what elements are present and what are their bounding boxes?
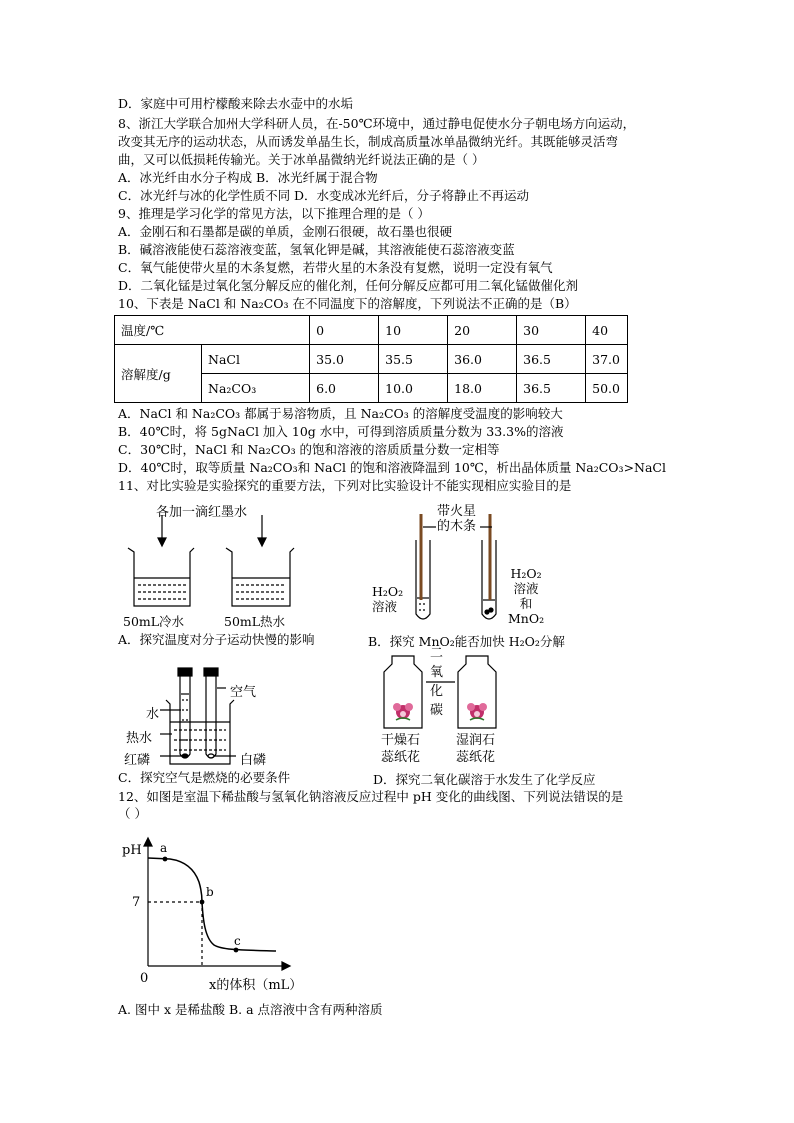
ph-seven-tick: 7 bbox=[132, 895, 141, 910]
q11-option-b: B．探究 MnO₂能否加快 H₂O₂分解 bbox=[368, 634, 565, 649]
q11-option-c: C．探究空气是燃烧的必要条件 bbox=[118, 770, 291, 785]
q9-option-a: A．金刚石和石墨都是碳的单质，金刚石很硬，故石墨也很硬 bbox=[118, 224, 453, 239]
figure-c-water-label: 水 bbox=[146, 707, 160, 722]
q12-stem: 12、如图是室温下稀盐酸与氢氧化钠溶液反应过程中 pH 变化的曲线图、下列说法错误的是 bbox=[118, 789, 624, 804]
q9-stem: 9、推理是学习化学的常见方法，以下推理合理的是（ ） bbox=[118, 206, 430, 221]
figure-d-dry-label: 干燥石 蕊纸花 bbox=[381, 733, 421, 765]
table-cell: 10 bbox=[379, 316, 448, 345]
figure-b-right-label: H₂O₂ 溶液 和 MnO₂ bbox=[508, 566, 545, 626]
q9-option-b: B．碱溶液能使石蕊溶液变蓝，氢氧化钾是碱，其溶液能使石蕊溶液变蓝 bbox=[118, 242, 515, 257]
table-cell: 37.0 bbox=[586, 345, 628, 374]
table-cell: NaCl bbox=[202, 345, 310, 374]
table-cell: 20 bbox=[448, 316, 517, 345]
q12-blank: （ ） bbox=[118, 806, 147, 821]
table-cell: 18.0 bbox=[448, 374, 517, 403]
table-cell: 0 bbox=[310, 316, 379, 345]
figure-b-left-label: H₂O₂ 溶液 bbox=[372, 584, 404, 614]
figure-b-splint-label: 带火星 的木条 bbox=[437, 504, 477, 534]
point-c-label: c bbox=[234, 934, 241, 948]
table-cell: 35.5 bbox=[379, 345, 448, 374]
table-cell: 36.0 bbox=[448, 345, 517, 374]
figure-d-co2-label: 二 氧 化 碳 bbox=[430, 646, 444, 718]
point-a-label: a bbox=[160, 841, 168, 855]
ph-axis-label: pH bbox=[122, 843, 142, 858]
table-cell: 温度/℃ bbox=[115, 316, 310, 345]
figure-c-white-phosphorus-label: 白磷 bbox=[240, 753, 267, 768]
q8-stem-line1: 8、浙江大学联合加州大学科研人员，在-50℃环境中，通过静电促使水分子朝电场方向运动， bbox=[118, 116, 636, 131]
origin-label: 0 bbox=[140, 971, 149, 986]
q9-option-c: C．氧气能使带火星的木条复燃，若带火星的木条没有复燃，说明一定没有氧气 bbox=[118, 260, 553, 275]
table-cell: 40 bbox=[586, 316, 628, 345]
table-cell: Na₂CO₃ bbox=[202, 374, 310, 403]
q11-stem: 11、对比实验是实验探究的重要方法，下列对比实验设计不能实现相应实验目的是 bbox=[118, 478, 572, 493]
flower-icon bbox=[467, 703, 487, 720]
q7-option-d: D．家庭中可用柠檬酸来除去水壶中的水垢 bbox=[118, 96, 354, 111]
q12-options-ab: A. 图中 x 是稀盐酸 B. a 点溶液中含有两种溶质 bbox=[118, 1002, 383, 1017]
q8-stem-line2: 改变其无序的运动状态，从而诱发单晶生长，制成高质量冰单晶微纳光纤。其既能够灵活弯 bbox=[118, 134, 619, 149]
figure-a-hot-label: 50mL热水 bbox=[224, 614, 286, 629]
figure-c-hot-water-label: 热水 bbox=[126, 731, 153, 746]
point-b-label: b bbox=[206, 885, 214, 899]
q10-option-c: C．30℃时，NaCl 和 Na₂CO₃ 的饱和溶液的溶质质量分数一定相等 bbox=[118, 442, 500, 457]
q10-option-b: B．40℃时，将 5gNaCl 加入 10g 水中，可得到溶质质量分数为 33.3%的溶液 bbox=[118, 424, 564, 439]
table-cell: 6.0 bbox=[310, 374, 379, 403]
q10-stem: 10、下表是 NaCl 和 Na₂CO₃ 在不同温度下的溶解度，下列说法不正确的是（B） bbox=[118, 296, 577, 311]
table-cell: 50.0 bbox=[586, 374, 628, 403]
q8-options-ab: A．冰光纤由水分子构成 B．冰光纤属于混合物 bbox=[118, 170, 378, 185]
figure-c-air-label: 空气 bbox=[230, 685, 257, 700]
q9-option-d: D．二氧化锰是过氧化氢分解反应的催化剂，任何分解反应都可用二氧化锰做催化剂 bbox=[118, 278, 579, 293]
q10-option-a: A．NaCl 和 Na₂CO₃ 都属于易溶物质，且 Na₂CO₃ 的溶解度受温度的影响较大 bbox=[118, 406, 563, 421]
q8-options-cd: C．冰光纤与冰的化学性质不同 D．水变成冰光纤后，分子将静止不再运动 bbox=[118, 188, 530, 203]
figure-c-red-phosphorus-label: 红磷 bbox=[124, 753, 151, 768]
table-row bbox=[115, 345, 628, 374]
table-cell: 30 bbox=[517, 316, 586, 345]
table-row bbox=[115, 316, 628, 345]
table-cell: 35.0 bbox=[310, 345, 379, 374]
x-axis-label: x的体积（mL） bbox=[209, 978, 303, 993]
table-cell: 溶解度/g bbox=[115, 345, 202, 403]
figure-d-wet-label: 湿润石 蕊纸花 bbox=[456, 733, 496, 765]
q10-option-d: D．40℃时，取等质量 Na₂CO₃和 NaCl 的饱和溶液降温到 10℃，析出晶体质量 Na₂CO₃>NaCl bbox=[118, 460, 666, 475]
figure-a-drop-label: 各加一滴红墨水 bbox=[156, 505, 248, 520]
table-cell: 10.0 bbox=[379, 374, 448, 403]
q11-option-d: D．探究二氧化碳溶于水发生了化学反应 bbox=[373, 772, 596, 787]
flower-icon bbox=[393, 703, 413, 720]
solubility-table bbox=[114, 315, 628, 403]
table-cell: 36.5 bbox=[517, 345, 586, 374]
table-cell: 36.5 bbox=[517, 374, 586, 403]
figure-a-cold-label: 50mL冷水 bbox=[123, 614, 185, 629]
q11-option-a: A．探究温度对分子运动快慢的影响 bbox=[118, 632, 315, 647]
q8-stem-line3: 曲，又可以低损耗传输光。关于冰单晶微纳光纤说法正确的是（ ） bbox=[118, 152, 485, 167]
